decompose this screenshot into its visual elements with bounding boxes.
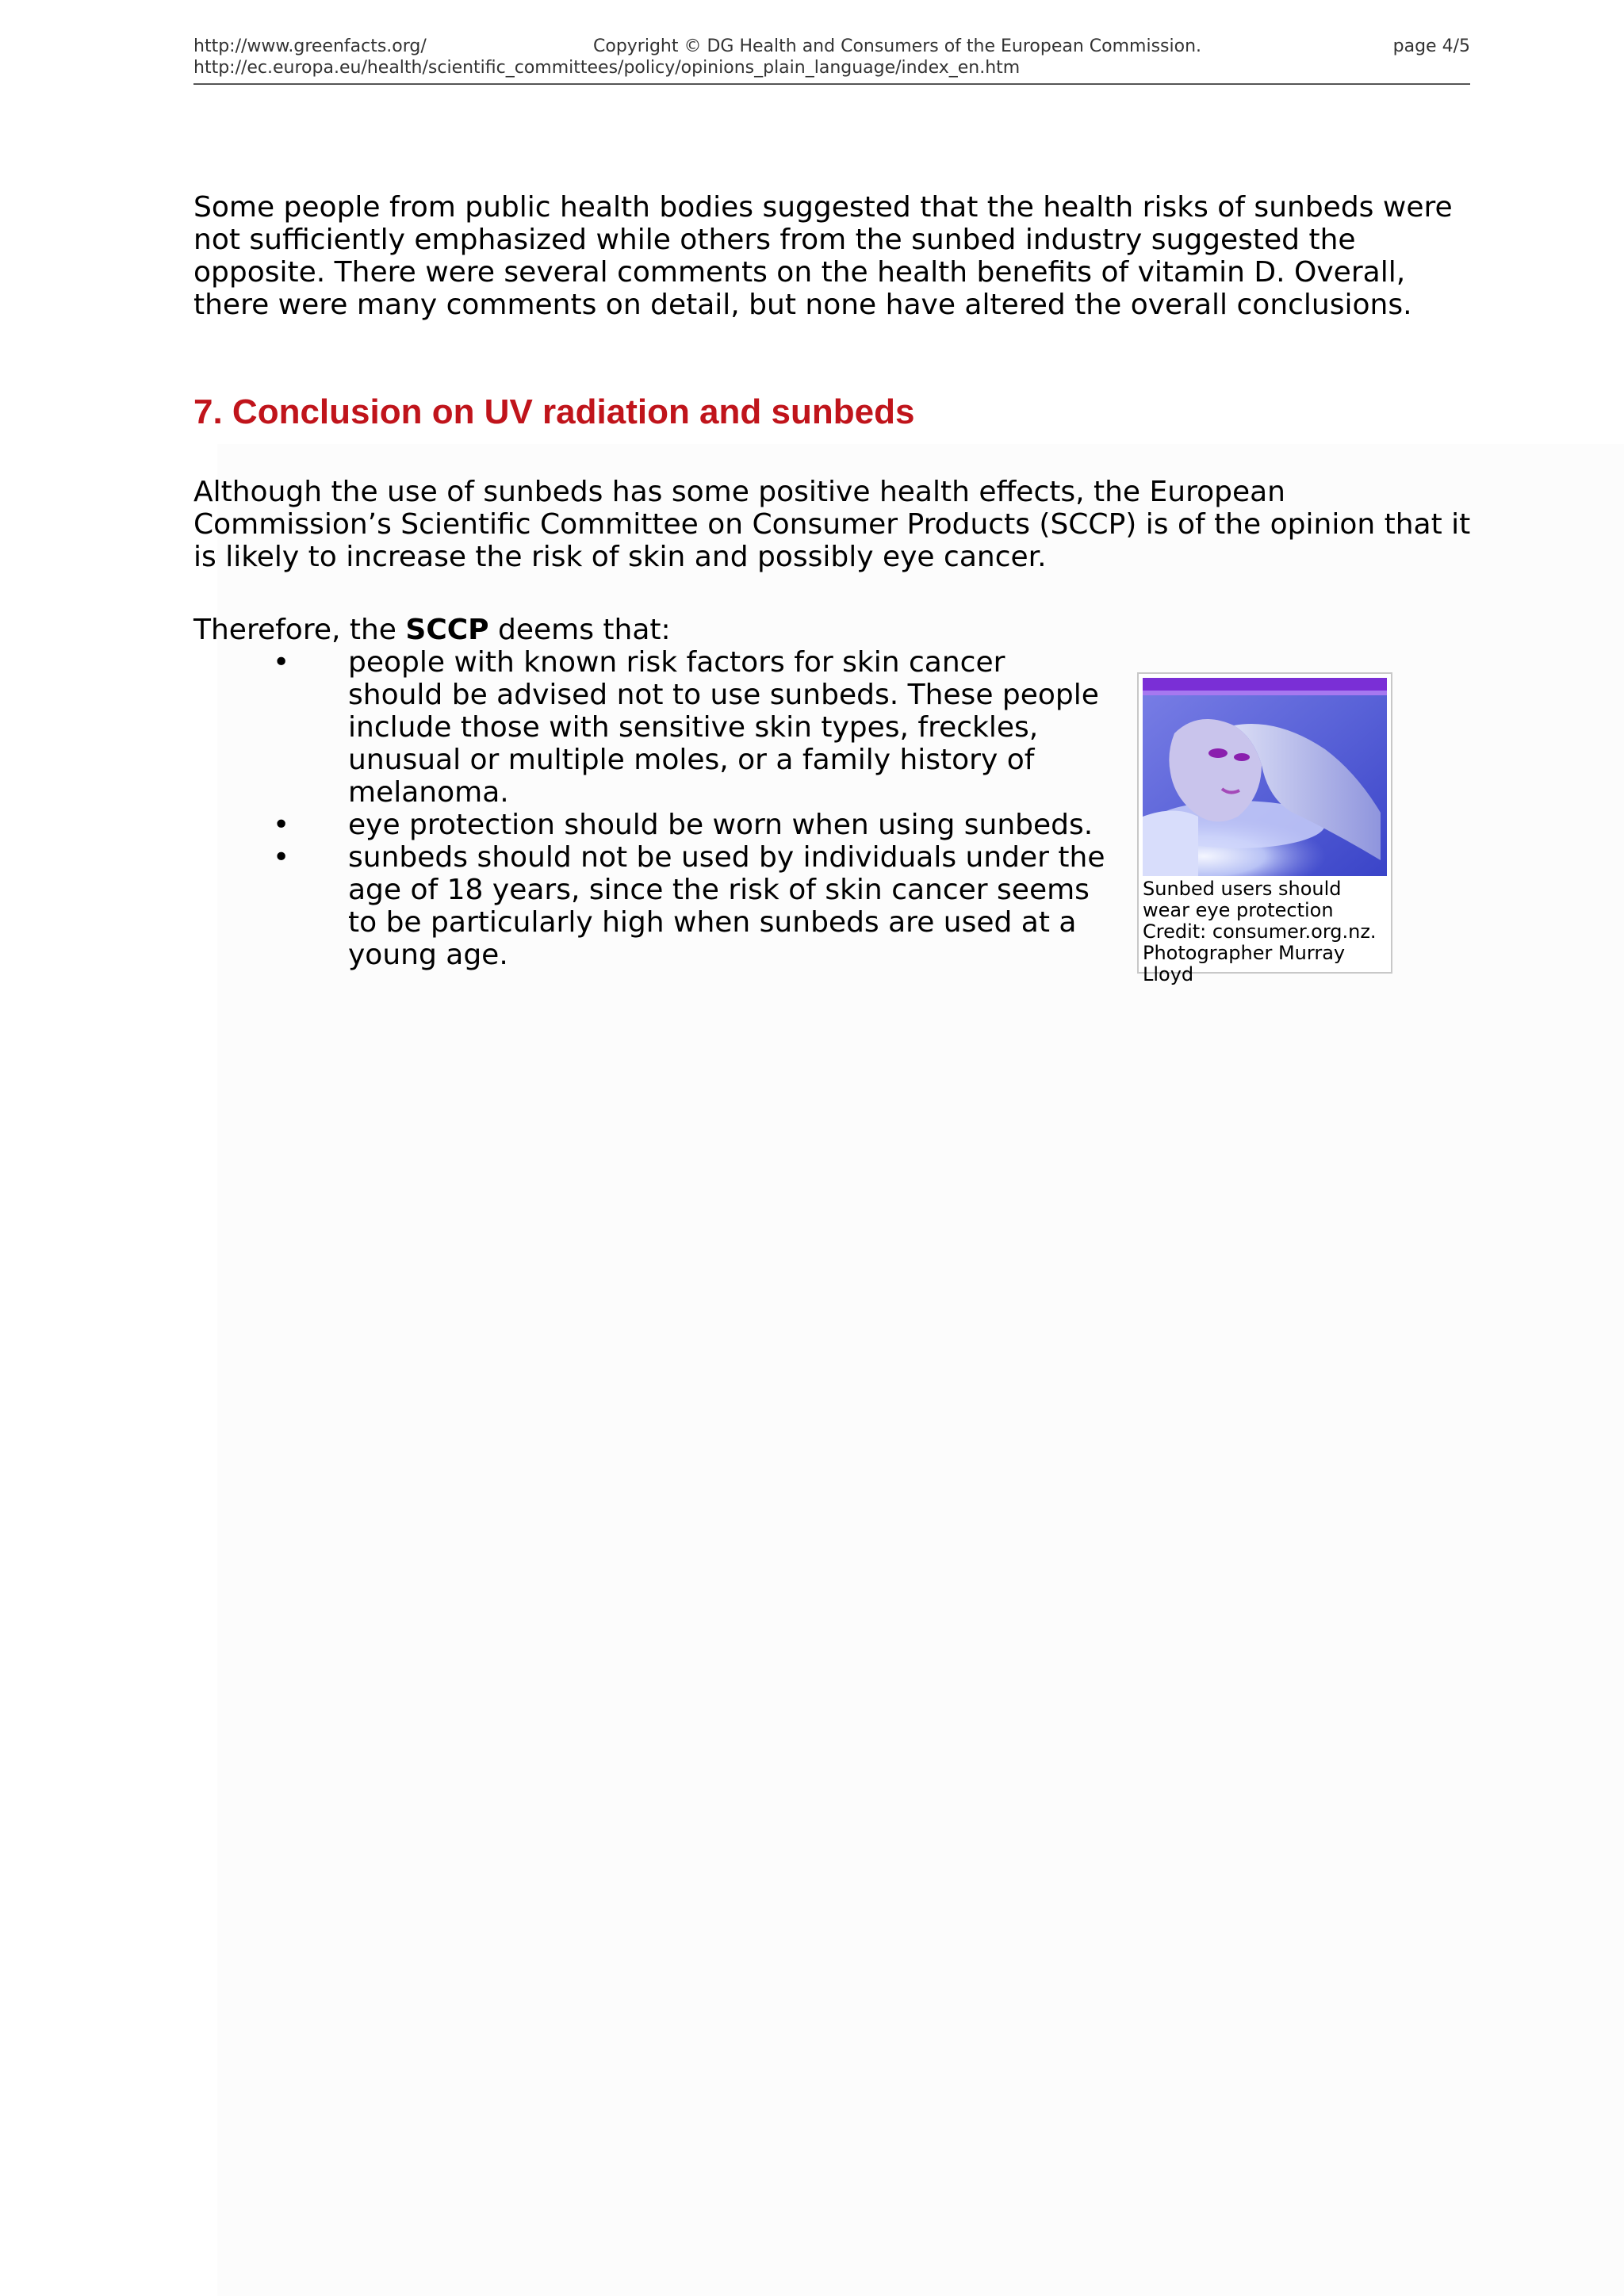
consultation-paragraph: Some people from public health bodies suggested that the health risks of sunbeds were not sufficiently emphasized while others from the sunbed industry suggested the opposite. There were several comments on the health benefits of vitamin D. Overall, there were many comments on detail, but none have altered the overall conclusions. (193, 191, 1453, 321)
header-site-url[interactable]: http://www.greenfacts.org/ (193, 36, 427, 56)
page-header (193, 36, 1470, 85)
header-page-number: page 4/5 (1392, 36, 1470, 56)
bullet-icon: • (273, 809, 290, 841)
sccp-deems-line (193, 614, 671, 646)
header-copyright: Copyright © DG Health and Consumers of the European Commission. (593, 36, 1202, 56)
header-source-url[interactable]: http://ec.europa.eu/health/scientific_committees/policy/opinions_plain_language/index_en.htm (193, 58, 1021, 78)
caption-credit: Credit: consumer.org.nz. (1143, 920, 1377, 943)
caption-photographer: Photographer Murray Lloyd (1143, 942, 1346, 985)
bullet-icon: • (273, 841, 290, 874)
deems-prefix: Therefore, the (193, 614, 406, 646)
sccp-bold: SCCP (405, 614, 489, 646)
sunbed-figure (1137, 672, 1392, 985)
list-item-text: sunbeds should not be used by individuals under the age of 18 years, since the risk of skin cancer seems to be particularly high when sunbeds are used at a young age. (348, 841, 1105, 971)
sunbed-photo (1143, 678, 1387, 876)
recommendation-list (193, 646, 1105, 971)
list-item (193, 646, 1105, 809)
list-item-text: eye protection should be worn when using sunbeds. (348, 809, 1094, 841)
list-item-text: people with known risk factors for skin cancer should be advised not to use sunbeds. These people include those with sensitive skin types, freckles, unusual or multiple moles, or a family history of melanoma. (348, 646, 1099, 809)
list-item (193, 841, 1105, 971)
section-heading: 7. Conclusion on UV radiation and sunbeds (193, 392, 915, 431)
bullet-icon: • (273, 646, 290, 679)
list-item (193, 809, 1105, 841)
caption-line: Sunbed users should wear eye protection (1143, 878, 1342, 921)
figure-caption (1143, 878, 1390, 985)
deems-suffix: deems that: (488, 614, 671, 646)
conclusion-paragraph: Although the use of sunbeds has some positive health effects, the European Commission’s Scientific Committee on Consumer Products (SCCP) is of the opinion that it is likely to increase the risk of skin and possibly eye cancer. (193, 476, 1471, 573)
